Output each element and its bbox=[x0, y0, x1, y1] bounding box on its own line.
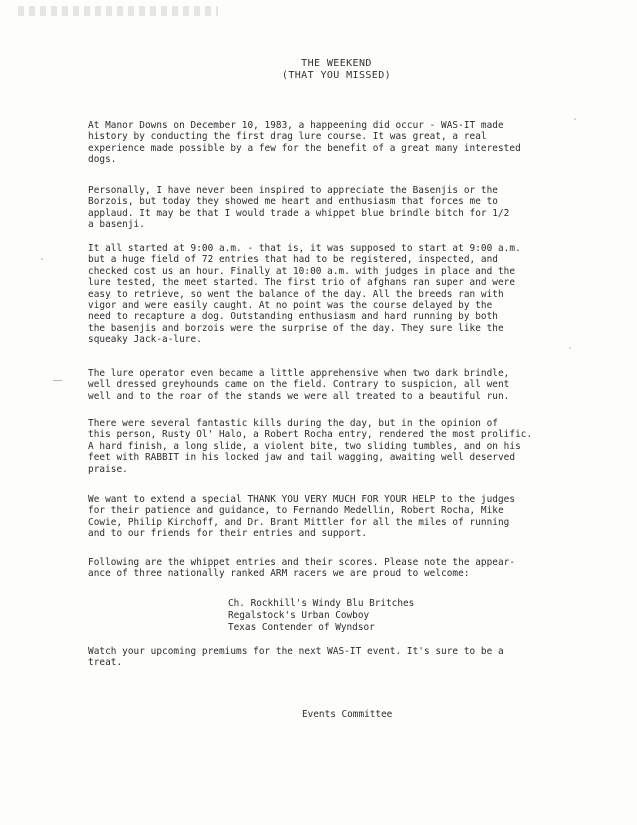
text-line: lure tested, the meet started. The first trio of afghans ran super and were bbox=[88, 277, 516, 289]
scan-speck bbox=[569, 347, 571, 349]
scan-speck bbox=[574, 118, 576, 120]
scan-speck bbox=[41, 258, 43, 260]
text-line: Following are the whippet entries and their scores. Please note the appear- bbox=[88, 557, 516, 568]
text-line: applaud. It may be that I would trade a whippet blue brindle bitch for 1/2 bbox=[88, 207, 510, 219]
text-line: well and to the roar of the stands we were all treated to a beautiful run. bbox=[88, 390, 510, 402]
paragraph-fantastic-kills bbox=[88, 418, 576, 475]
text-line: experience made possible by a few for the benefit of a great many interested bbox=[88, 142, 521, 154]
text-line: A hard finish, a long slide, a violent bite, two sliding tumbles, and on his bbox=[88, 440, 521, 452]
text-line: vigor and were easily caught. At no point was the course delayed by the bbox=[88, 300, 493, 312]
text-line: There were several fantastic kills during the day, but in the opinion of bbox=[88, 418, 498, 429]
text-line: It all started at 9:00 a.m. - that is, it was supposed to start at 9:00 a.m. bbox=[88, 243, 521, 254]
paragraph-personally bbox=[88, 185, 576, 231]
text-line: well dressed greyhounds came on the field. Contrary to suspicion, all went bbox=[88, 379, 510, 391]
text-line: and to our friends for their entries and support. bbox=[88, 528, 368, 540]
ranked-racers-list bbox=[228, 598, 414, 634]
list-item: Texas Contender of Wyndsor bbox=[228, 622, 375, 633]
text-line: but a huge field of 72 entries that had to be registered, inspected, and bbox=[88, 254, 498, 266]
text-line: a basenji. bbox=[88, 219, 145, 231]
text-line: treat. bbox=[88, 657, 123, 669]
signature: Events Committee bbox=[302, 709, 393, 720]
text-line: The lure operator even became a little apprehensive when two dark brindle, bbox=[88, 368, 510, 379]
text-line: for their patience and guidance, to Fernando Medellin, Robert Rocha, Mike bbox=[88, 505, 504, 517]
list-item: Regalstock's Urban Cowboy bbox=[228, 610, 370, 621]
text-line: need to recapture a dog. Outstanding enthusiasm and hard running by both bbox=[88, 311, 498, 323]
document-title: THE WEEKEND bbox=[301, 58, 372, 69]
paragraph-it-all-started bbox=[88, 243, 576, 346]
text-line: feet with RABBIT in his locked jaw and tail wagging, awaiting well deserved bbox=[88, 452, 516, 464]
text-line: We want to extend a special THANK YOU VERY MUCH FOR YOUR HELP to the judges bbox=[88, 494, 516, 505]
text-line: At Manor Downs on December 10, 1983, a happeening did occur - WAS-IT made bbox=[88, 120, 504, 131]
text-line: Personally, I have never been inspired to appreciate the Basenjis or the bbox=[88, 185, 498, 196]
paragraph-intro bbox=[88, 120, 576, 166]
text-line: ance of three nationally ranked ARM racers we are proud to welcome: bbox=[88, 568, 470, 580]
paragraph-watch-premiums bbox=[88, 646, 576, 669]
text-line: history by conducting the first drag lure course. It was great, a real bbox=[88, 131, 487, 143]
text-line: Borzois, but today they showed me heart and enthusiasm that forces me to bbox=[88, 196, 498, 208]
text-line: checked cost us an hour. Finally at 10:00 a.m. with judges in place and the bbox=[88, 265, 516, 277]
paragraph-whippet-entries bbox=[88, 557, 576, 580]
document-subtitle: (THAT YOU MISSED) bbox=[281, 70, 392, 81]
text-line: the basenjis and borzois were the surprise of the day. They sure like the bbox=[88, 322, 504, 334]
paragraph-lure-operator bbox=[88, 368, 576, 402]
paragraph-thank-you bbox=[88, 494, 576, 540]
text-line: Cowie, Philip Kirchoff, and Dr. Brant Mittler for all the miles of running bbox=[88, 516, 510, 528]
text-line: praise. bbox=[88, 463, 128, 475]
list-item: Ch. Rockhill's Windy Blu Britches bbox=[228, 598, 415, 609]
text-line: Watch your upcoming premiums for the next WAS-IT event. It's sure to be a bbox=[88, 646, 504, 657]
scan-artifact bbox=[18, 6, 218, 16]
text-line: squeaky Jack-a-lure. bbox=[88, 334, 202, 346]
margin-mark bbox=[53, 380, 62, 381]
text-line: easy to retrieve, so went the balance of the day. All the breeds ran with bbox=[88, 288, 504, 300]
text-line: dogs. bbox=[88, 154, 117, 166]
text-line: this person, Rusty Ol' Halo, a Robert Rocha entry, rendered the most prolific. bbox=[88, 429, 533, 441]
